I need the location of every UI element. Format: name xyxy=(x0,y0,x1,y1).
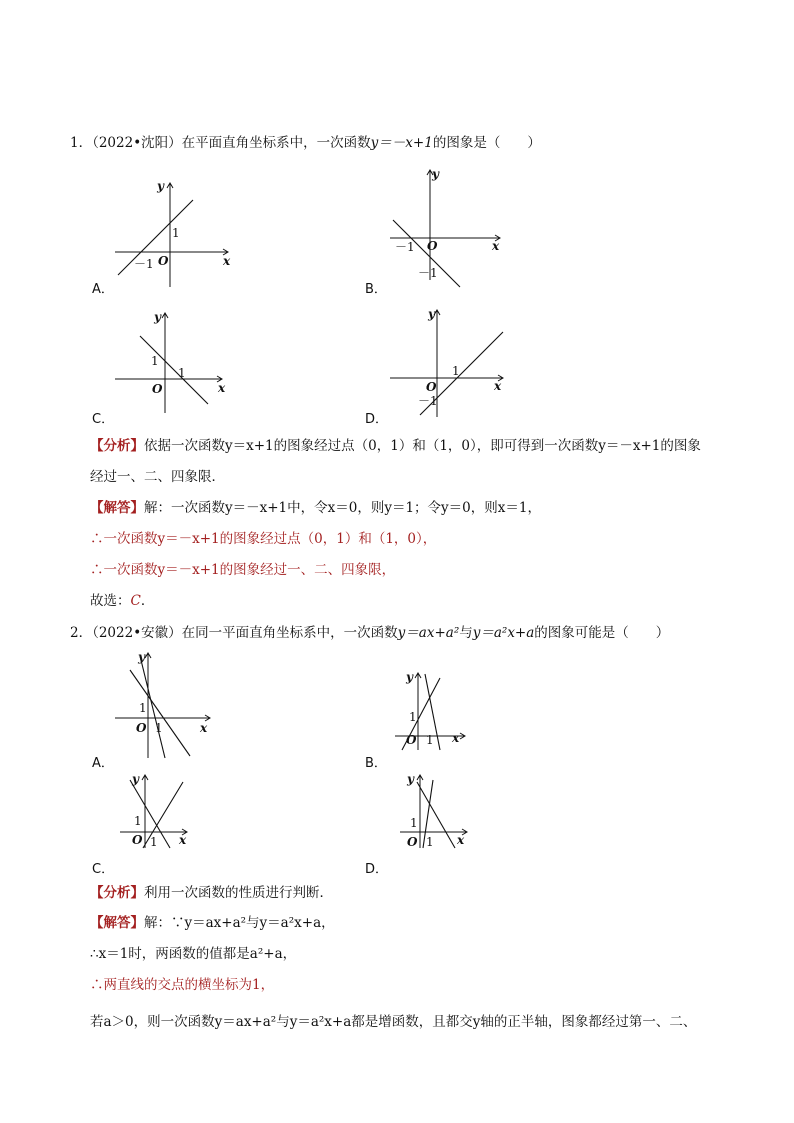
q2-graph-c-tick-1y: 1 xyxy=(134,814,142,828)
q2-graph-b-x-label: x xyxy=(452,731,460,745)
q2-analysis-tag: 【分析】 xyxy=(90,885,144,901)
q2-stem-text-a: 在同一平面直角坐标系中，一次函数 xyxy=(181,625,398,641)
q2-graph-a-tick-1y: 1 xyxy=(139,701,147,715)
q2-analysis-text-1: 利用一次函数的性质进行判断． xyxy=(144,885,333,901)
q2-graph-b-tick-1x: 1 xyxy=(426,733,434,747)
q1-graph-c-x-label: x xyxy=(218,381,226,395)
q2-answer-text-1: 解：∵y＝ax+a²与y＝a²x+a， xyxy=(144,915,335,931)
q1-option-a[interactable]: A． xyxy=(92,282,114,297)
q1-graph-d-origin: O xyxy=(426,380,437,394)
q1-choice-value: C xyxy=(130,593,141,609)
q2-graph-b-origin: O xyxy=(406,733,417,747)
q2-graph-d[interactable] xyxy=(395,770,480,850)
q1-graph-b-tick-neg1: －1 xyxy=(395,240,415,254)
q1-analysis-tag: 【分析】 xyxy=(90,438,144,454)
q1-graph-a-x-label: x xyxy=(223,254,231,268)
q1-graph-a-line xyxy=(118,200,193,275)
q2-graph-c[interactable] xyxy=(115,770,200,850)
q1-answer-line-2: ∴一次函数y＝－x+1的图象经过点（0，1）和（1，0）， xyxy=(90,531,437,547)
q1-stem-function: y＝－x+1 xyxy=(370,135,433,151)
q1-answer-line-1 xyxy=(90,499,541,517)
q1-graph-b-tick-neg1-y: －1 xyxy=(418,266,438,280)
q2-graph-d-y-label: y xyxy=(407,772,414,786)
q2-graph-d-tick-1y: 1 xyxy=(410,816,418,830)
q1-graph-a-y-label: y xyxy=(157,179,164,193)
q1-graph-c-tick-1y: 1 xyxy=(151,354,159,368)
q2-graph-a[interactable] xyxy=(110,648,220,760)
q1-stem-text-b: 的图象是（ ） xyxy=(432,135,541,151)
q1-graph-a-tick-neg1: －1 xyxy=(134,257,154,271)
q1-graph-b-y-label: y xyxy=(432,167,439,181)
q2-graph-c-y-label: y xyxy=(132,772,139,786)
q1-graph-a[interactable] xyxy=(110,175,240,290)
q2-graph-a-origin: O xyxy=(136,721,147,735)
q1-source: （2022•沈阳） xyxy=(92,135,182,151)
q2-graph-d-origin: O xyxy=(407,835,418,849)
q1-stem-text-a: 在平面直角坐标系中，一次函数 xyxy=(181,135,371,151)
q1-answer-text-1: 解：一次函数y＝－x+1中，令x＝0，则y＝1；令y＝0，则x＝1， xyxy=(144,500,541,516)
q1-answer-line-3: ∴一次函数y＝－x+1的图象经过一、二、四象限， xyxy=(90,562,396,578)
q2-graph-b-tick-1y: 1 xyxy=(409,710,417,724)
q1-graph-c-tick-1x: 1 xyxy=(178,366,186,380)
q1-option-d[interactable]: D． xyxy=(365,412,389,427)
q2-answer-tag: 【解答】 xyxy=(90,915,144,931)
q1-analysis-line-2: 经过一、二、四象限． xyxy=(90,469,225,485)
q1-graph-d-y-label: y xyxy=(428,307,435,321)
q1-graph-d[interactable] xyxy=(385,305,515,420)
q2-answer-line-4: 若a＞0，则一次函数y＝ax+a²与y＝a²x+a都是增函数，且都交y轴的正半轴，图象都经过第一、二、 xyxy=(90,1014,697,1030)
q1-graph-c-origin: O xyxy=(152,382,163,396)
q2-option-b[interactable]: B． xyxy=(365,756,387,771)
q2-source: （2022•安徽） xyxy=(92,625,182,641)
q1-graph-a-origin: O xyxy=(158,254,169,268)
q1-choice-prefix: 故选： xyxy=(90,593,131,609)
q1-option-c[interactable]: C． xyxy=(92,412,115,427)
q2-number: 2． xyxy=(70,625,93,641)
q2-stem-text-b: 的图象可能是（ ） xyxy=(534,625,670,641)
q2-graph-c-x-label: x xyxy=(179,833,187,847)
q2-option-a[interactable]: A． xyxy=(92,756,114,771)
q1-graph-a-tick-1: 1 xyxy=(172,226,180,240)
q2-stem-text-mid: 与 xyxy=(459,625,473,641)
q2-graph-b-y-label: y xyxy=(406,670,413,684)
q2-graph-d-x-label: x xyxy=(457,833,465,847)
q2-graph-c-origin: O xyxy=(132,833,143,847)
q2-graph-c-line-2 xyxy=(143,782,183,848)
q1-answer-tag: 【解答】 xyxy=(90,500,144,516)
q2-option-d[interactable]: D． xyxy=(365,862,389,877)
q1-choice-line xyxy=(90,592,154,610)
q2-graph-c-tick-1x: 1 xyxy=(150,835,158,849)
q2-answer-line-2: ∴x＝1时，两函数的值都是a²+a， xyxy=(90,946,297,962)
q1-graph-d-tick-1: 1 xyxy=(452,364,460,378)
q2-answer-line-3: ∴两直线的交点的横坐标为1， xyxy=(90,977,275,993)
q2-option-c[interactable]: C． xyxy=(92,862,115,877)
q1-graph-c[interactable] xyxy=(110,308,240,418)
q1-graph-d-x-label: x xyxy=(494,379,502,393)
q2-analysis-line-1 xyxy=(90,884,333,902)
q1-choice-suffix: ． xyxy=(140,593,155,609)
q2-graph-d-line-1 xyxy=(417,782,455,848)
q1-graph-b[interactable] xyxy=(385,165,515,295)
q1-graph-c-y-label: y xyxy=(154,310,161,324)
q2-graph-d-tick-1x: 1 xyxy=(426,835,434,849)
q1-analysis-text-1: 依据一次函数y＝x+1的图象经过点（0，1）和（1，0），即可得到一次函数y＝－x+1的图象 xyxy=(144,438,701,454)
q2-stem-function-1: y＝ax+a² xyxy=(397,625,460,641)
q1-graph-b-origin: O xyxy=(427,239,438,253)
q2-graph-a-y-label: y xyxy=(138,650,145,664)
q1-graph-c-line xyxy=(140,336,208,404)
q2-graph-b[interactable] xyxy=(390,668,480,753)
q2-answer-line-1 xyxy=(90,914,335,932)
q1-option-b[interactable]: B． xyxy=(365,282,387,297)
q1-number: 1． xyxy=(70,135,93,151)
q2-graph-a-x-label: x xyxy=(200,721,208,735)
q1-graph-d-tick-neg1: －1 xyxy=(418,394,438,408)
q2-stem-function-2: y＝a²x+a xyxy=(472,625,535,641)
q1-analysis-line-1 xyxy=(90,437,701,455)
q2-graph-a-tick-1x: 1 xyxy=(155,721,163,735)
q1-stem xyxy=(70,134,541,152)
q1-graph-b-x-label: x xyxy=(492,239,500,253)
q2-stem xyxy=(70,624,669,642)
